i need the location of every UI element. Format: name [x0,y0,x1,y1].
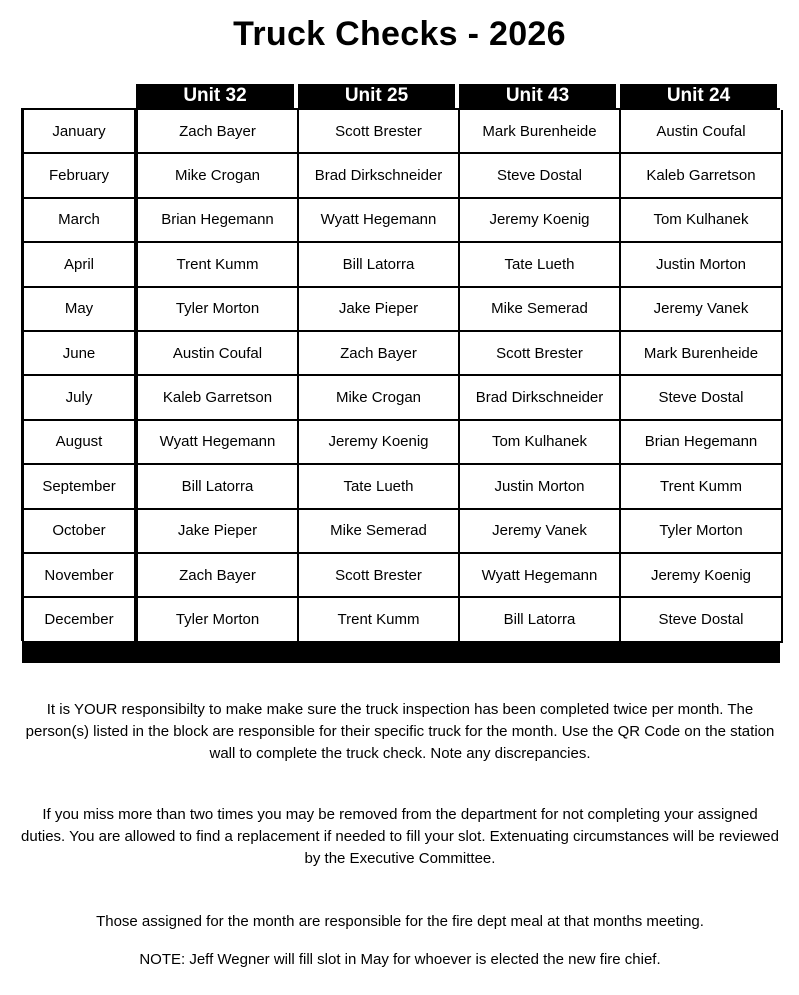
assignee-cell: Tate Lueth [299,465,460,509]
unit-header-3: Unit 43 [459,84,616,108]
assignee-cell: Justin Morton [460,465,621,509]
assignee-cell: Trent Kumm [299,598,460,642]
month-cell: October [24,510,138,554]
assignee-cell: Mike Crogan [299,376,460,420]
assignee-cell: Tom Kulhanek [621,199,783,243]
assignee-cell: Austin Coufal [138,332,299,376]
unit-header-2: Unit 25 [298,84,455,108]
assignee-cell: Jake Pieper [138,510,299,554]
fire-chief-note: NOTE: Jeff Wegner will fill slot in May for whoever is elected the new fire chief. [139,951,661,968]
assignee-cell: Scott Brester [299,554,460,598]
assignee-cell: Zach Bayer [138,554,299,598]
meal-note: Those assigned for the month are responsible for the fire dept meal at that months meeting. [96,913,704,930]
assignee-cell: Brian Hegemann [621,421,783,465]
assignee-cell: Steve Dostal [621,598,783,642]
assignee-cell: Scott Brester [299,110,460,154]
month-cell: May [24,288,138,332]
month-cell: June [24,332,138,376]
assignee-cell: Steve Dostal [460,154,621,198]
assignee-cell: Mike Crogan [138,154,299,198]
assignee-cell: Jeremy Vanek [460,510,621,554]
month-cell: August [24,421,138,465]
assignee-cell: Kaleb Garretson [138,376,299,420]
month-cell: December [24,598,138,642]
table-footer-bar [22,641,780,663]
assignee-cell: Jeremy Koenig [460,199,621,243]
assignee-cell: Mark Burenheide [460,110,621,154]
month-cell: September [24,465,138,509]
assignee-cell: Bill Latorra [460,598,621,642]
assignee-cell: Jeremy Koenig [621,554,783,598]
assignee-cell: Tyler Morton [138,288,299,332]
assignee-cell: Scott Brester [460,332,621,376]
assignee-cell: Zach Bayer [138,110,299,154]
month-cell: February [24,154,138,198]
assignee-cell: Justin Morton [621,243,783,287]
unit-header-4: Unit 24 [620,84,777,108]
missed-checks-note: If you miss more than two times you may be removed from the department for not completing your assigned duties. You are allowed to find a replacement if needed to fill your slot. Extenuating circumstances will be reviewed by the Executive Committee. [21,806,779,867]
schedule-table [21,108,780,641]
assignee-cell: Tom Kulhanek [460,421,621,465]
assignee-cell: Zach Bayer [299,332,460,376]
unit-header-1: Unit 32 [136,84,294,108]
assignee-cell: Mike Semerad [460,288,621,332]
month-cell: July [24,376,138,420]
assignee-cell: Tyler Morton [138,598,299,642]
page-title: Truck Checks - 2026 [233,15,566,53]
assignee-cell: Mark Burenheide [621,332,783,376]
assignee-cell: Bill Latorra [138,465,299,509]
assignee-cell: Austin Coufal [621,110,783,154]
assignee-cell: Trent Kumm [138,243,299,287]
assignee-cell: Brad Dirkschneider [460,376,621,420]
month-cell: March [24,199,138,243]
assignee-cell: Jeremy Koenig [299,421,460,465]
assignee-cell: Steve Dostal [621,376,783,420]
assignee-cell: Tyler Morton [621,510,783,554]
assignee-cell: Brad Dirkschneider [299,154,460,198]
assignee-cell: Bill Latorra [299,243,460,287]
assignee-cell: Wyatt Hegemann [460,554,621,598]
month-cell: January [24,110,138,154]
assignee-cell: Trent Kumm [621,465,783,509]
assignee-cell: Jake Pieper [299,288,460,332]
month-cell: April [24,243,138,287]
assignee-cell: Mike Semerad [299,510,460,554]
assignee-cell: Tate Lueth [460,243,621,287]
assignee-cell: Jeremy Vanek [621,288,783,332]
month-cell: November [24,554,138,598]
assignee-cell: Brian Hegemann [138,199,299,243]
responsibility-note: It is YOUR responsibilty to make make sure the truck inspection has been completed twice per month. The person(s) listed in the block are responsible for their specific truck for the month. Use the QR Code on the station wall to complete the truck check. Note any discrepancies. [25,701,775,762]
assignee-cell: Wyatt Hegemann [138,421,299,465]
assignee-cell: Kaleb Garretson [621,154,783,198]
assignee-cell: Wyatt Hegemann [299,199,460,243]
